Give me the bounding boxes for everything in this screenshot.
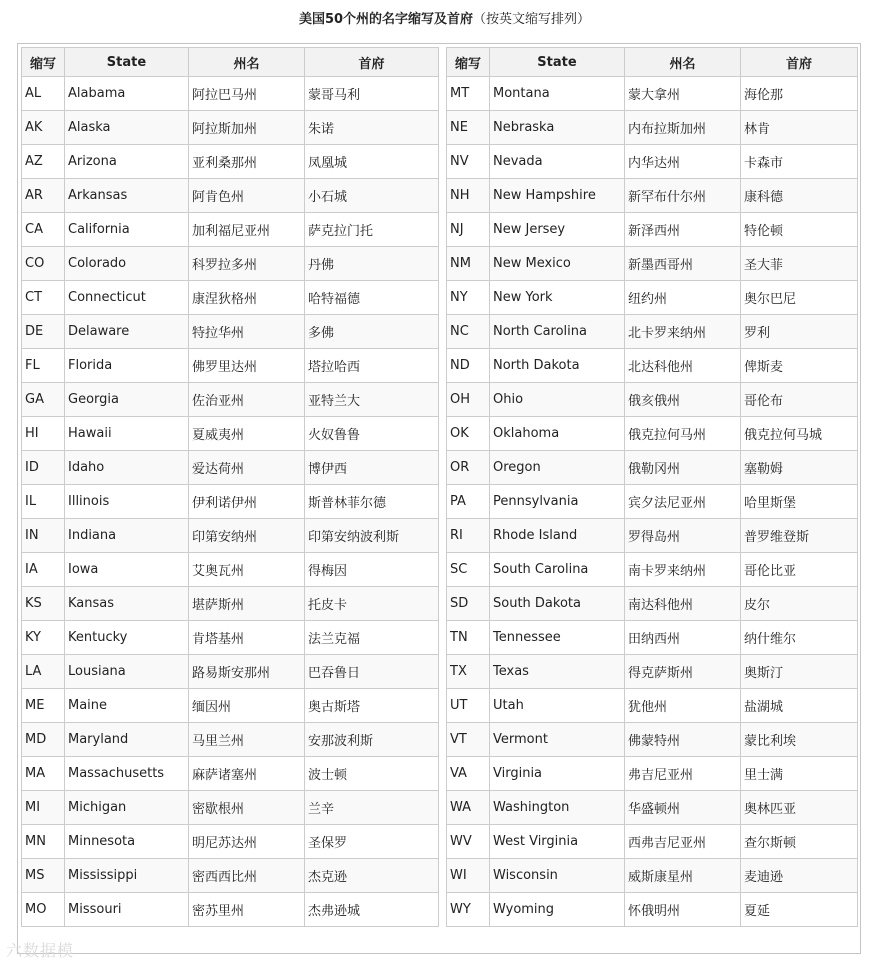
table-row [22,383,439,417]
chinese-name-cell: 纽约州 [625,281,741,315]
chinese-name-cell: 佛蒙特州 [625,723,741,757]
table-row [447,417,858,451]
capital-cell: 塞勒姆 [741,451,858,485]
state-cell: Delaware [65,315,189,349]
chinese-name-cell: 犹他州 [625,689,741,723]
capital-cell: 法兰克福 [305,621,439,655]
capital-cell: 里士满 [741,757,858,791]
state-cell: Wisconsin [490,859,625,893]
capital-cell: 斯普林菲尔德 [305,485,439,519]
table-row [447,247,858,281]
abbr-cell: MO [22,893,65,927]
abbr-cell: ME [22,689,65,723]
table-row [22,519,439,553]
state-cell: California [65,213,189,247]
abbr-cell: ND [447,349,490,383]
capital-cell: 兰辛 [305,791,439,825]
title-sub: （按英文缩写排列） [473,12,591,27]
table-row [22,417,439,451]
capital-cell: 博伊西 [305,451,439,485]
table-row [447,825,858,859]
state-cell: Virginia [490,757,625,791]
capital-cell: 萨克拉门托 [305,213,439,247]
chinese-name-cell: 路易斯安那州 [189,655,305,689]
table-row [447,179,858,213]
table-row [22,791,439,825]
chinese-name-cell: 亚利桑那州 [189,145,305,179]
chinese-name-cell: 肯塔基州 [189,621,305,655]
state-cell: Maryland [65,723,189,757]
chinese-name-cell: 阿肯色州 [189,179,305,213]
table-row [447,791,858,825]
table-row [22,213,439,247]
chinese-name-cell: 西弗吉尼亚州 [625,825,741,859]
table-row [447,655,858,689]
chinese-name-cell: 内布拉斯加州 [625,111,741,145]
chinese-name-cell: 田纳西州 [625,621,741,655]
abbr-cell: MD [22,723,65,757]
chinese-name-cell: 科罗拉多州 [189,247,305,281]
state-cell: Nebraska [490,111,625,145]
capital-cell: 小石城 [305,179,439,213]
table-row [447,757,858,791]
table-row [22,485,439,519]
table-row [22,315,439,349]
state-cell: Oklahoma [490,417,625,451]
capital-cell: 特伦顿 [741,213,858,247]
abbr-cell: WI [447,859,490,893]
chinese-name-cell: 新泽西州 [625,213,741,247]
capital-cell: 哈里斯堡 [741,485,858,519]
capital-cell: 康科德 [741,179,858,213]
capital-cell: 托皮卡 [305,587,439,621]
table-row [22,247,439,281]
capital-cell: 亚特兰大 [305,383,439,417]
abbr-cell: CT [22,281,65,315]
column-header: 州名 [189,48,305,77]
capital-cell: 丹佛 [305,247,439,281]
capital-cell: 卡森市 [741,145,858,179]
abbr-cell: CA [22,213,65,247]
abbr-cell: NE [447,111,490,145]
state-cell: Iowa [65,553,189,587]
chinese-name-cell: 新墨西哥州 [625,247,741,281]
state-cell: Oregon [490,451,625,485]
capital-cell: 哈特福德 [305,281,439,315]
table-row [22,893,439,927]
chinese-name-cell: 伊利诺伊州 [189,485,305,519]
chinese-name-cell: 内华达州 [625,145,741,179]
state-cell: North Dakota [490,349,625,383]
table-row [22,689,439,723]
chinese-name-cell: 罗得岛州 [625,519,741,553]
chinese-name-cell: 俄亥俄州 [625,383,741,417]
abbr-cell: MI [22,791,65,825]
abbr-cell: OH [447,383,490,417]
state-cell: Idaho [65,451,189,485]
table-row [447,77,858,111]
state-cell: Rhode Island [490,519,625,553]
capital-cell: 火奴鲁鲁 [305,417,439,451]
abbr-cell: IL [22,485,65,519]
table-row [22,587,439,621]
table-row [22,621,439,655]
table-row [447,281,858,315]
capital-cell: 蒙哥马利 [305,77,439,111]
abbr-cell: MS [22,859,65,893]
capital-cell: 巴吞鲁日 [305,655,439,689]
abbr-cell: UT [447,689,490,723]
table-row [447,349,858,383]
state-cell: Kentucky [65,621,189,655]
chinese-name-cell: 马里兰州 [189,723,305,757]
chinese-name-cell: 佛罗里达州 [189,349,305,383]
chinese-name-cell: 密歇根州 [189,791,305,825]
table-row [22,111,439,145]
abbr-cell: KS [22,587,65,621]
abbr-cell: SC [447,553,490,587]
abbr-cell: MA [22,757,65,791]
table-row [447,383,858,417]
abbr-cell: AR [22,179,65,213]
capital-cell: 蒙比利埃 [741,723,858,757]
abbr-cell: OK [447,417,490,451]
states-table-left [21,47,439,927]
header-row [22,48,439,77]
state-cell: Pennsylvania [490,485,625,519]
state-cell: Arkansas [65,179,189,213]
table-row [22,349,439,383]
state-cell: Mississippi [65,859,189,893]
title-main: 美国50个州的名字缩写及首府 [298,12,474,27]
abbr-cell: NY [447,281,490,315]
state-cell: Ohio [490,383,625,417]
state-cell: Colorado [65,247,189,281]
chinese-name-cell: 堪萨斯州 [189,587,305,621]
capital-cell: 查尔斯顿 [741,825,858,859]
abbr-cell: NJ [447,213,490,247]
table-row [447,621,858,655]
header-row [447,48,858,77]
abbr-cell: PA [447,485,490,519]
watermark: 六数据模 [6,941,75,960]
capital-cell: 皮尔 [741,587,858,621]
state-cell: Kansas [65,587,189,621]
capital-cell: 得梅因 [305,553,439,587]
abbr-cell: MT [447,77,490,111]
chinese-name-cell: 夏威夷州 [189,417,305,451]
state-cell: Nevada [490,145,625,179]
abbr-cell: GA [22,383,65,417]
table-row [447,519,858,553]
state-cell: Montana [490,77,625,111]
table-row [22,757,439,791]
table-row [22,145,439,179]
chinese-name-cell: 爱达荷州 [189,451,305,485]
state-cell: Indiana [65,519,189,553]
column-header: 缩写 [447,48,490,77]
state-cell: New Mexico [490,247,625,281]
chinese-name-cell: 密苏里州 [189,893,305,927]
chinese-name-cell: 密西西比州 [189,859,305,893]
state-cell: Tennessee [490,621,625,655]
state-cell: New Hampshire [490,179,625,213]
chinese-name-cell: 北达科他州 [625,349,741,383]
table-row [447,859,858,893]
state-cell: North Carolina [490,315,625,349]
chinese-name-cell: 艾奥瓦州 [189,553,305,587]
abbr-cell: WA [447,791,490,825]
abbr-cell: LA [22,655,65,689]
column-header: 州名 [625,48,741,77]
capital-cell: 奥林匹亚 [741,791,858,825]
table-row [22,281,439,315]
capital-cell: 麦迪逊 [741,859,858,893]
column-header: 缩写 [22,48,65,77]
state-cell: Michigan [65,791,189,825]
chinese-name-cell: 缅因州 [189,689,305,723]
table-row [447,689,858,723]
state-cell: Texas [490,655,625,689]
capital-cell: 塔拉哈西 [305,349,439,383]
capital-cell: 圣大菲 [741,247,858,281]
chinese-name-cell: 康涅狄格州 [189,281,305,315]
abbr-cell: SD [447,587,490,621]
table-row [22,179,439,213]
chinese-name-cell: 麻萨诸塞州 [189,757,305,791]
state-cell: West Virginia [490,825,625,859]
chinese-name-cell: 宾夕法尼亚州 [625,485,741,519]
table-row [447,213,858,247]
chinese-name-cell: 阿拉斯加州 [189,111,305,145]
chinese-name-cell: 北卡罗来纳州 [625,315,741,349]
state-cell: Utah [490,689,625,723]
state-cell: Florida [65,349,189,383]
chinese-name-cell: 明尼苏达州 [189,825,305,859]
abbr-cell: KY [22,621,65,655]
abbr-cell: WV [447,825,490,859]
chinese-name-cell: 威斯康星州 [625,859,741,893]
abbr-cell: NV [447,145,490,179]
abbr-cell: DE [22,315,65,349]
capital-cell: 纳什维尔 [741,621,858,655]
state-cell: Massachusetts [65,757,189,791]
chinese-name-cell: 俄克拉何马州 [625,417,741,451]
capital-cell: 俄克拉何马城 [741,417,858,451]
chinese-name-cell: 加利福尼亚州 [189,213,305,247]
abbr-cell: WY [447,893,490,927]
column-header: 首府 [741,48,858,77]
capital-cell: 安那波利斯 [305,723,439,757]
capital-cell: 多佛 [305,315,439,349]
table-row [22,825,439,859]
column-header: 首府 [305,48,439,77]
state-cell: Maine [65,689,189,723]
chinese-name-cell: 阿拉巴马州 [189,77,305,111]
state-cell: New Jersey [490,213,625,247]
capital-cell: 奥古斯塔 [305,689,439,723]
chinese-name-cell: 印第安纳州 [189,519,305,553]
capital-cell: 哥伦比亚 [741,553,858,587]
state-cell: Washington [490,791,625,825]
table-row [22,77,439,111]
state-cell: South Carolina [490,553,625,587]
chinese-name-cell: 俄勒冈州 [625,451,741,485]
abbr-cell: NM [447,247,490,281]
table-row [447,553,858,587]
state-cell: Lousiana [65,655,189,689]
capital-cell: 奥斯汀 [741,655,858,689]
table-row [447,315,858,349]
capital-cell: 林肯 [741,111,858,145]
table-row [447,111,858,145]
state-cell: Georgia [65,383,189,417]
table-row [22,859,439,893]
chinese-name-cell: 得克萨斯州 [625,655,741,689]
state-cell: Missouri [65,893,189,927]
capital-cell: 圣保罗 [305,825,439,859]
abbr-cell: RI [447,519,490,553]
state-cell: Minnesota [65,825,189,859]
column-header: State [490,48,625,77]
abbr-cell: OR [447,451,490,485]
abbr-cell: VT [447,723,490,757]
abbr-cell: AK [22,111,65,145]
abbr-cell: CO [22,247,65,281]
abbr-cell: NC [447,315,490,349]
capital-cell: 夏延 [741,893,858,927]
state-cell: Illinois [65,485,189,519]
chinese-name-cell: 佐治亚州 [189,383,305,417]
capital-cell: 凤凰城 [305,145,439,179]
abbr-cell: VA [447,757,490,791]
state-cell: South Dakota [490,587,625,621]
capital-cell: 海伦那 [741,77,858,111]
abbr-cell: FL [22,349,65,383]
column-header: State [65,48,189,77]
table-row [447,723,858,757]
state-cell: Arizona [65,145,189,179]
state-cell: Wyoming [490,893,625,927]
table-row [447,485,858,519]
capital-cell: 杰克逊 [305,859,439,893]
table-row [22,655,439,689]
capital-cell: 盐湖城 [741,689,858,723]
state-cell: Connecticut [65,281,189,315]
table-row [22,723,439,757]
chinese-name-cell: 华盛顿州 [625,791,741,825]
state-cell: New York [490,281,625,315]
capital-cell: 罗利 [741,315,858,349]
abbr-cell: IA [22,553,65,587]
capital-cell: 奥尔巴尼 [741,281,858,315]
abbr-cell: HI [22,417,65,451]
abbr-cell: IN [22,519,65,553]
states-table-right [446,47,858,927]
abbr-cell: TX [447,655,490,689]
abbr-cell: NH [447,179,490,213]
chinese-name-cell: 新罕布什尔州 [625,179,741,213]
capital-cell: 杰弗逊城 [305,893,439,927]
abbr-cell: ID [22,451,65,485]
chinese-name-cell: 南达科他州 [625,587,741,621]
abbr-cell: AL [22,77,65,111]
abbr-cell: AZ [22,145,65,179]
state-cell: Vermont [490,723,625,757]
chinese-name-cell: 南卡罗来纳州 [625,553,741,587]
chinese-name-cell: 蒙大拿州 [625,77,741,111]
capital-cell: 朱诺 [305,111,439,145]
capital-cell: 波士顿 [305,757,439,791]
state-cell: Hawaii [65,417,189,451]
table-row [447,587,858,621]
table-row [447,451,858,485]
abbr-cell: TN [447,621,490,655]
state-cell: Alaska [65,111,189,145]
abbr-cell: MN [22,825,65,859]
table-row [22,553,439,587]
table-row [447,893,858,927]
state-cell: Alabama [65,77,189,111]
table-row [447,145,858,179]
capital-cell: 印第安纳波利斯 [305,519,439,553]
capital-cell: 哥伦布 [741,383,858,417]
page-title [0,8,889,27]
capital-cell: 俾斯麦 [741,349,858,383]
chinese-name-cell: 特拉华州 [189,315,305,349]
chinese-name-cell: 怀俄明州 [625,893,741,927]
chinese-name-cell: 弗吉尼亚州 [625,757,741,791]
table-row [22,451,439,485]
capital-cell: 普罗维登斯 [741,519,858,553]
